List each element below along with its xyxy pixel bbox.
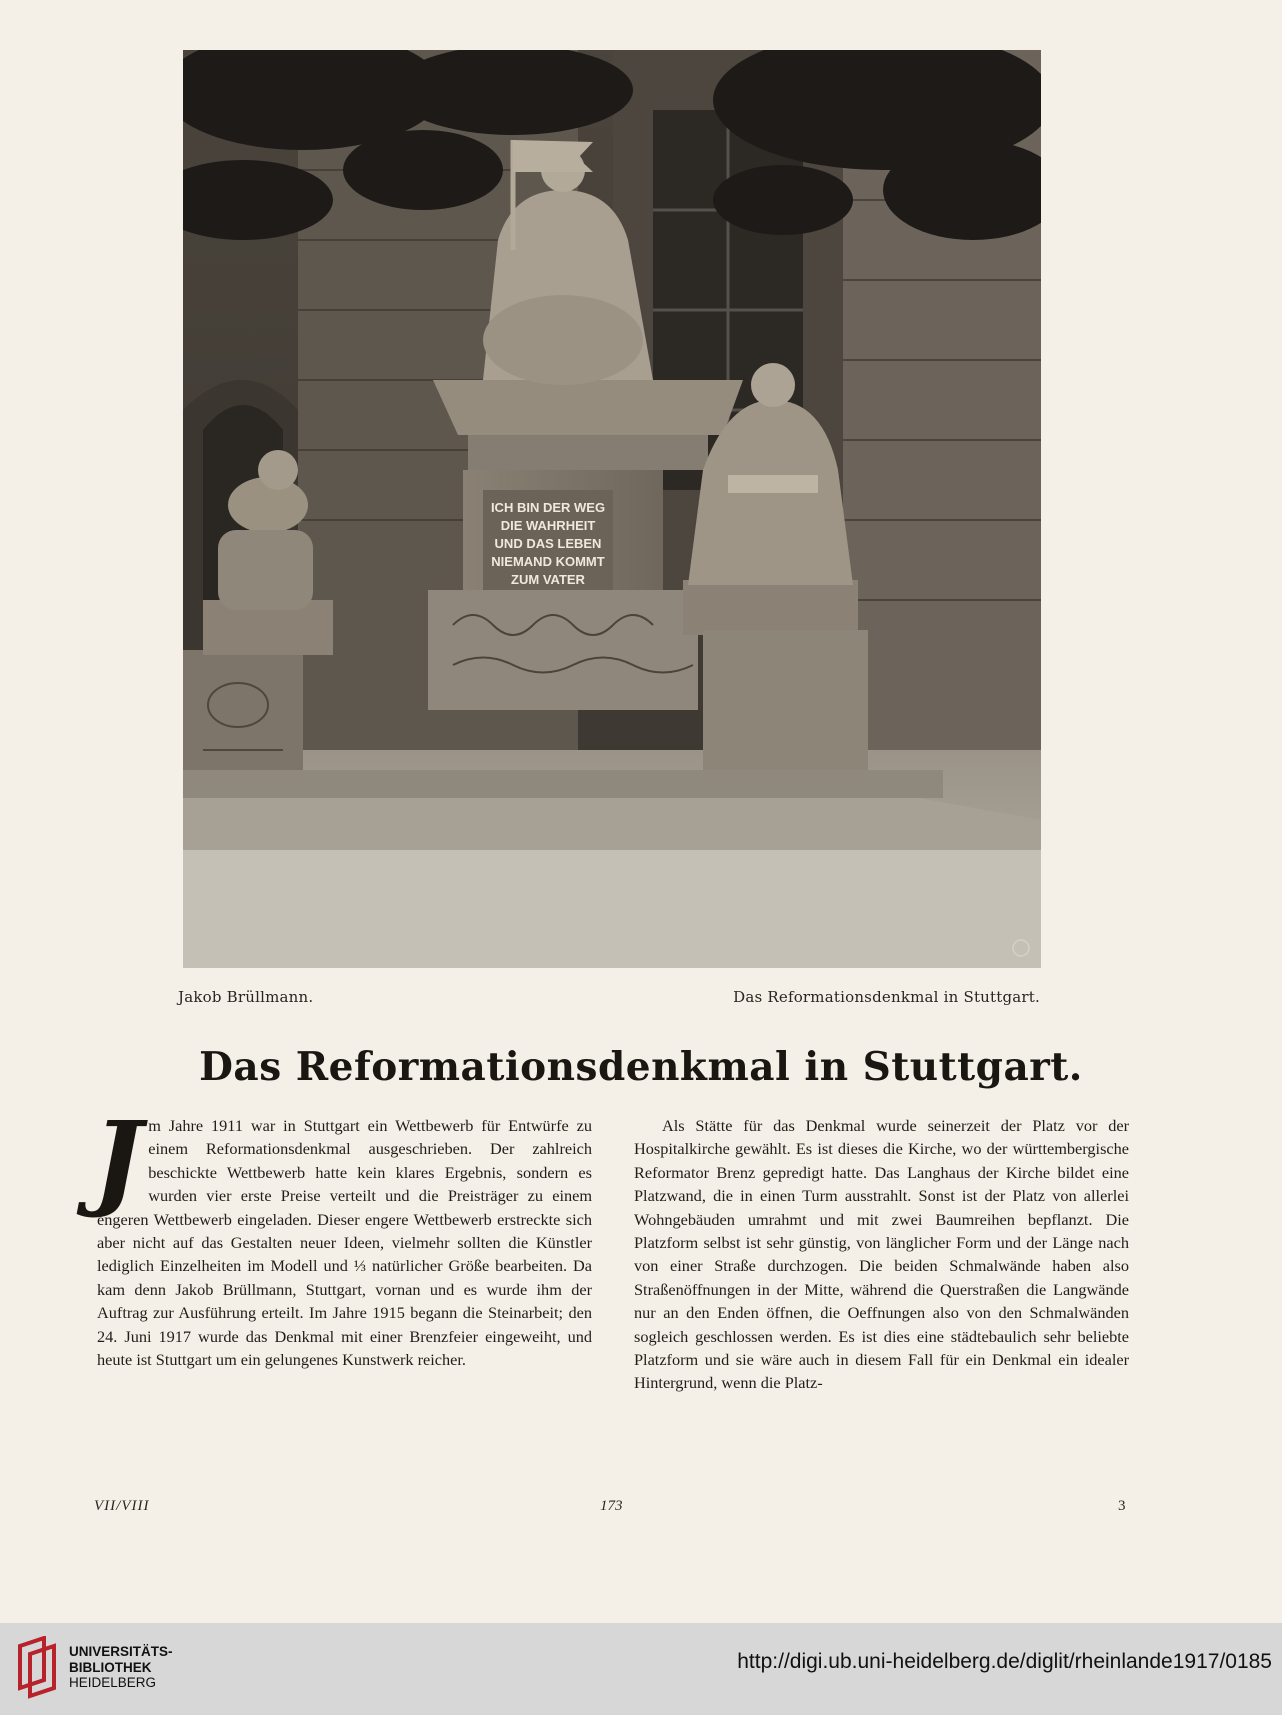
library-name-line-2: BIBLIOTHEK	[69, 1659, 152, 1675]
article-column-right	[634, 1114, 1129, 1395]
monument-illustration	[183, 50, 1041, 968]
photo-caption-title: Das Reformationsdenkmal in Stuttgart.	[733, 988, 1040, 1006]
inscription-line-2: DIE WAHRHEIT	[500, 518, 596, 533]
inscription-line-4: NIEMAND KOMMT	[491, 554, 605, 569]
article-column-left	[93, 1098, 592, 1371]
source-url-link[interactable]: http://digi.ub.uni-heidelberg.de/diglit/rheinlande1917/0185	[737, 1650, 1272, 1673]
page-number: 173	[600, 1498, 623, 1514]
library-name-line-3: HEIDELBERG	[69, 1675, 157, 1690]
inscription-line-3: UND DAS LEBEN	[494, 536, 602, 551]
inscription-line-1: ICH BIN DER WEG	[490, 500, 606, 515]
library-logo-icon	[14, 1636, 60, 1700]
photo-caption-author: Jakob Brüllmann.	[178, 988, 314, 1006]
drop-cap: J	[93, 1098, 143, 1221]
issue-number: VII/VIII	[94, 1498, 150, 1514]
library-name-line-1: UNIVERSITÄTS-	[69, 1644, 173, 1659]
library-name	[69, 1644, 173, 1691]
monument-photo	[183, 50, 1041, 968]
article-text-left: m Jahre 1911 war in Stuttgart ein Wettbewerb für Entwürfe zu einem Reformationsdenkmal ausgeschrieben. Der zahlreich beschickte Wettbewerb hatte kein klares Ergebnis, sondern es wurden vier erste Preise verteilt und die Preisträger zu einem engeren Wettbewerb eingeladen. Dieser engere Wettbewerb erstreckte sich aber nicht auf das Gestalten neuer Ideen, vielmehr sollten die Künstler lediglich Einzelheiten im Modell und ⅓ natürlicher Größe bearbeiten. Da kam denn Jakob Brüllmann, Stuttgart, vornan und es wurde ihm der Auftrag zur Ausführung erteilt. Im Jahre 1915 begann die Steinarbeit; den 24. Juni 1917 wurde das Denkmal mit einer Brenzfeier eingeweiht, und heute ist Stuttgart um ein gelungenes Kunstwerk reicher.	[97, 1116, 592, 1370]
sheet-number: 3	[1118, 1498, 1126, 1514]
inscription-line-5: ZUM VATER	[511, 572, 585, 587]
article-text-right: Als Stätte für das Denkmal wurde seinerzeit der Platz vor der Hospitalkirche gewählt. Es ist dieses die Kirche, wo der württembergische Reformator Brenz gepredigt hatte. Das Langhaus der Kirche bildet eine Platzwand, die in einen Turm ausstrahlt. Sonst ist der Platz von allerlei Wohngebäuden umrahmt und mit zwei Baumreihen bepflanzt. Die Platzform selbst ist sehr günstig, von länglicher Form und der Länge nach von einer Straße durchzogen. Die beiden Schmalwände haben also Straßenöffnungen in der Mitte, während die Querstraßen die Langwände nur an den Enden öffnen, die Oeffnungen also von den Schmalwänden sogleich geschlossen werden. Es ist dies eine städtebaulich sehr beliebte Platzform und sie wäre auch in diesem Fall für ein Denkmal ein idealer Hintergrund, wenn die Platz-	[634, 1116, 1129, 1393]
library-footer-bar	[0, 1623, 1282, 1715]
article-title: Das Reformationsdenkmal in Stuttgart.	[199, 1044, 1083, 1090]
